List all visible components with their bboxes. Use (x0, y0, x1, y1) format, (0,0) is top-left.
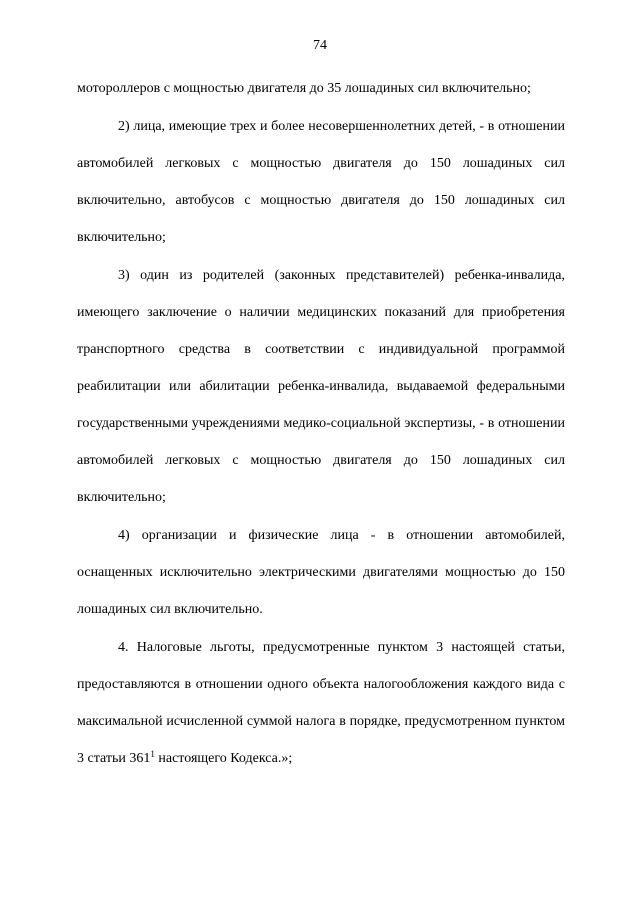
article-superscript: 1 (150, 749, 155, 759)
paragraph-clause-4 (77, 629, 565, 777)
paragraph-item-2: 2) лица, имеющие трех и более несовершеннолетних детей, - в отношении автомобилей легковых с мощностью двигателя до 150 лошадиных сил включительно, автобусов с мощностью двигателя до 150 лошадиных сил включительно; (77, 119, 565, 245)
document-body (77, 70, 565, 777)
paragraph-continuation: мотороллеров с мощностью двигателя до 35 лошадиных сил включительно; (77, 81, 531, 96)
paragraph-clause-4-ending: настоящего Кодекса.»; (154, 751, 293, 766)
paragraph-item-4: 4) организации и физические лица - в отношении автомобилей, оснащенных исключительно электрическими двигателями мощностью до 150 лошадиных сил включительно. (77, 528, 565, 617)
page-number: 74 (313, 38, 327, 53)
paragraph-clause-4-text: 4. Налоговые льготы, предусмотренные пунктом 3 настоящей статьи, предоставляются в отношении одного объекта налогообложения каждого вида с максимальной исчисленной суммой налога в порядке, предусмотренном пунктом 3 статьи 361 (77, 640, 565, 766)
paragraph-item-3: 3) один из родителей (законных представителей) ребенка-инвалида, имеющего заключение о наличии медицинских показаний для приобретения транспортного средства в соответствии с индивидуальной программой реабилитации или абилитации ребенка-инвалида, выдаваемой федеральными государственными учреждениями медико-социальной экспертизы, - в отношении автомобилей легковых с мощностью двигателя до 150 лошадиных сил включительно; (77, 268, 565, 505)
